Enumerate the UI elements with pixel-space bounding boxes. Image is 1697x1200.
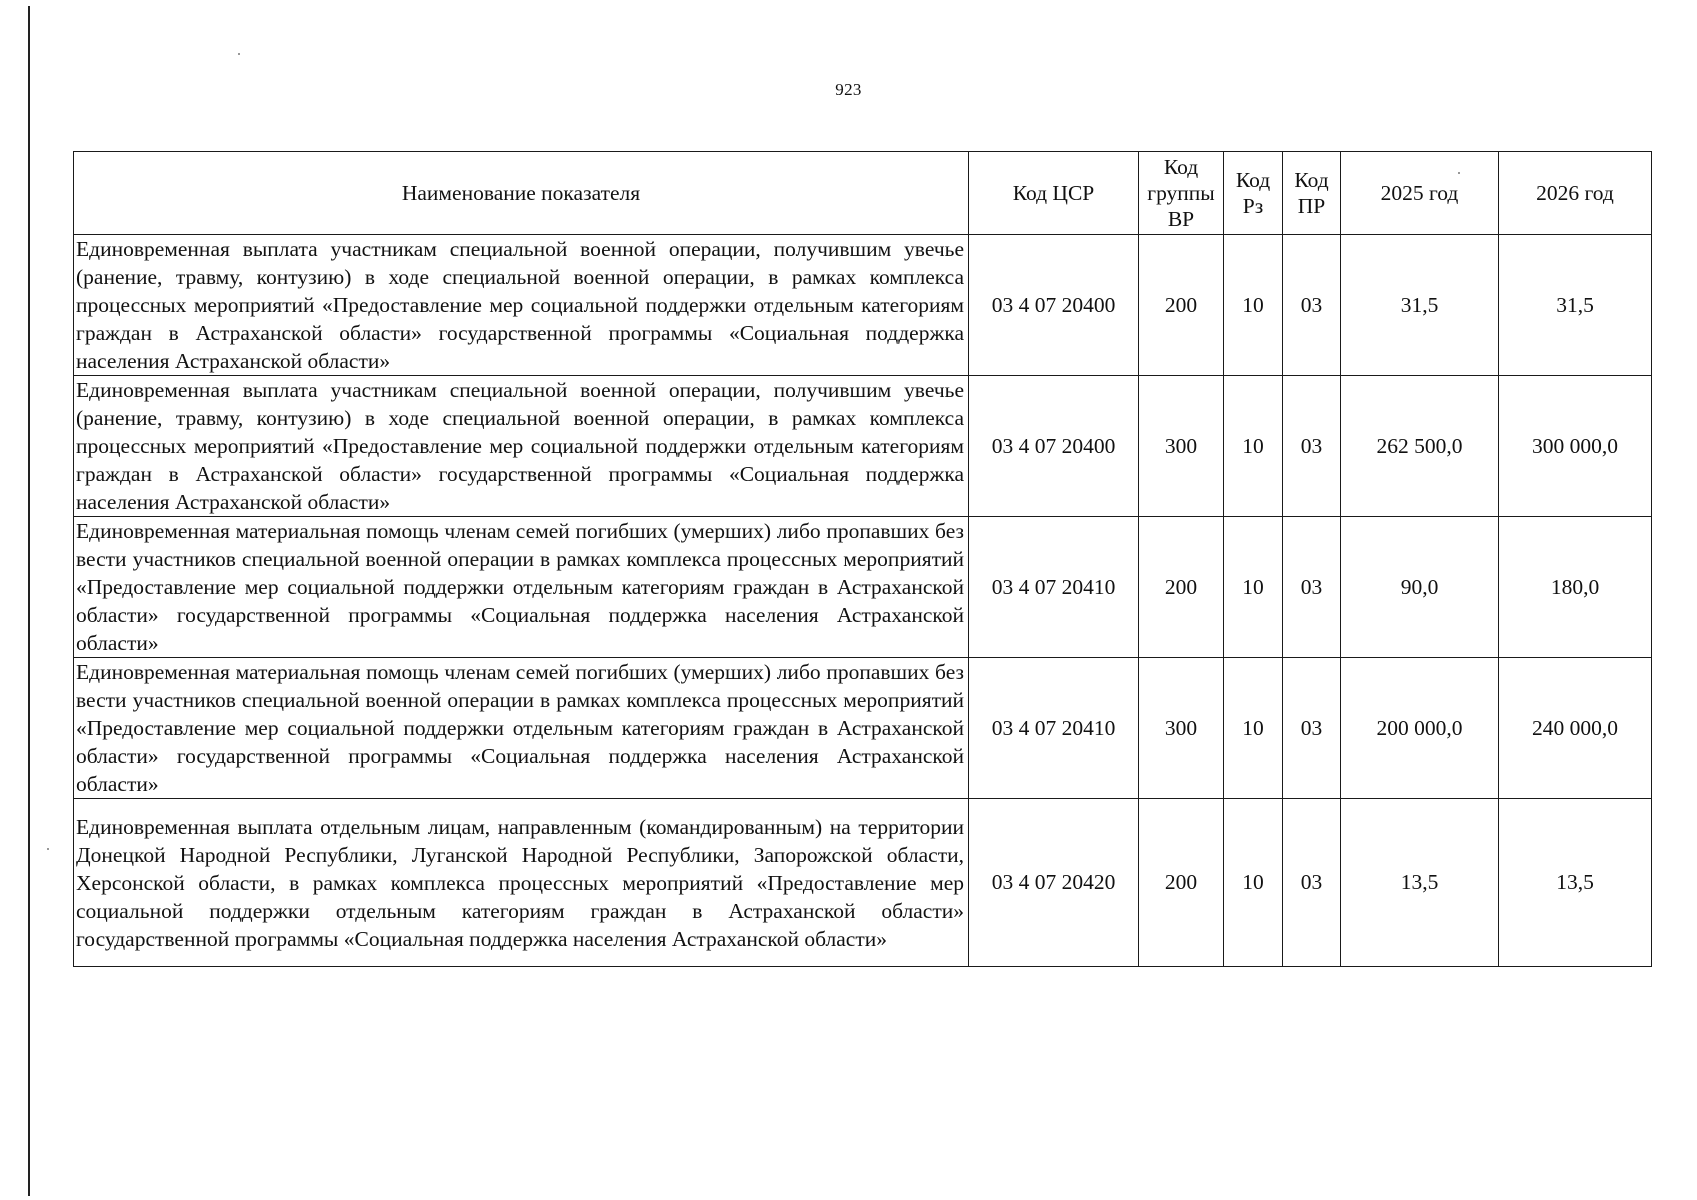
row-pr: 03 bbox=[1283, 376, 1341, 517]
scan-speck bbox=[238, 53, 240, 55]
header-vr bbox=[1139, 152, 1224, 235]
header-vr-line2: группы bbox=[1147, 181, 1215, 205]
row-pr: 03 bbox=[1283, 658, 1341, 799]
row-rz: 10 bbox=[1224, 235, 1283, 376]
row-rz: 10 bbox=[1224, 658, 1283, 799]
row-rz: 10 bbox=[1224, 799, 1283, 967]
header-rz-line1: Код bbox=[1235, 168, 1271, 192]
header-rz-line2: Рз bbox=[1242, 194, 1264, 218]
row-csr: 03 4 07 20410 bbox=[969, 517, 1139, 658]
row-pr: 03 bbox=[1283, 799, 1341, 967]
row-vr: 300 bbox=[1139, 658, 1224, 799]
row-name: Единовременная материальная помощь членам семей погибших (умерших) либо пропавших без вести участников специальной военной операции в рамках комплекса процессных мероприятий «Предоставление мер социальной поддержки отдельным категориям граждан в Астраханской области» государственной программы «Социальная поддержка населения Астраханской области» bbox=[74, 517, 969, 658]
row-csr: 03 4 07 20400 bbox=[969, 376, 1139, 517]
scan-speck bbox=[47, 848, 49, 850]
row-vr: 200 bbox=[1139, 517, 1224, 658]
row-name: Единовременная материальная помощь членам семей погибших (умерших) либо пропавших без вести участников специальной военной операции в рамках комплекса процессных мероприятий «Предоставление мер социальной поддержки отдельным категориям граждан в Астраханской области» государственной программы «Социальная поддержка населения Астраханской области» bbox=[74, 658, 969, 799]
row-name: Единовременная выплата участникам специальной военной операции, получившим увечье (ранение, травму, контузию) в ходе специальной военной операции, в рамках комплекса процессных мероприятий «Предоставление мер социальной поддержки отдельным категориям граждан в Астраханской области» государственной программы «Социальная поддержка населения Астраханской области» bbox=[74, 376, 969, 517]
header-pr bbox=[1283, 152, 1341, 235]
header-vr-line1: Код bbox=[1163, 155, 1199, 179]
row-2026: 240 000,0 bbox=[1499, 658, 1652, 799]
budget-table bbox=[73, 151, 1652, 967]
row-2026: 13,5 bbox=[1499, 799, 1652, 967]
row-name: Единовременная выплата отдельным лицам, направленным (командированным) на территории Донецкой Народной Республики, Луганской Народной Республики, Запорожской области, Херсонской области, в рамках комплекса процессных мероприятий «Предоставление мер социальной поддержки отдельным категориям граждан в Астраханской области» государственной программы «Социальная поддержка населения Астраханской области» bbox=[74, 799, 969, 967]
header-name: Наименование показателя bbox=[74, 152, 969, 235]
row-name: Единовременная выплата участникам специальной военной операции, получившим увечье (ранение, травму, контузию) в ходе специальной военной операции, в рамках комплекса процессных мероприятий «Предоставление мер социальной поддержки отдельным категориям граждан в Астраханской области» государственной программы «Социальная поддержка населения Астраханской области» bbox=[74, 235, 969, 376]
header-pr-line1: Код bbox=[1294, 168, 1329, 192]
row-csr: 03 4 07 20400 bbox=[969, 235, 1139, 376]
row-rz: 10 bbox=[1224, 517, 1283, 658]
row-vr: 200 bbox=[1139, 235, 1224, 376]
row-2026: 31,5 bbox=[1499, 235, 1652, 376]
row-csr: 03 4 07 20410 bbox=[969, 658, 1139, 799]
header-rz bbox=[1224, 152, 1283, 235]
row-2026: 180,0 bbox=[1499, 517, 1652, 658]
row-csr: 03 4 07 20420 bbox=[969, 799, 1139, 967]
header-pr-line2: ПР bbox=[1297, 194, 1326, 218]
row-vr: 300 bbox=[1139, 376, 1224, 517]
binding-margin-line bbox=[28, 6, 30, 1196]
table-row bbox=[74, 658, 1652, 799]
header-csr: Код ЦСР bbox=[969, 152, 1139, 235]
table-row bbox=[74, 235, 1652, 376]
table-row bbox=[74, 799, 1652, 967]
row-2025: 200 000,0 bbox=[1341, 658, 1499, 799]
header-2025: 2025 год bbox=[1341, 152, 1499, 235]
row-2025: 262 500,0 bbox=[1341, 376, 1499, 517]
header-2026: 2026 год bbox=[1499, 152, 1652, 235]
row-vr: 200 bbox=[1139, 799, 1224, 967]
table-row bbox=[74, 376, 1652, 517]
row-2025: 13,5 bbox=[1341, 799, 1499, 967]
row-pr: 03 bbox=[1283, 517, 1341, 658]
row-2026: 300 000,0 bbox=[1499, 376, 1652, 517]
table-row bbox=[74, 517, 1652, 658]
row-2025: 90,0 bbox=[1341, 517, 1499, 658]
page-number: 923 bbox=[835, 80, 862, 99]
header-vr-line3: ВР bbox=[1167, 207, 1195, 231]
row-rz: 10 bbox=[1224, 376, 1283, 517]
table-header-row bbox=[74, 152, 1652, 235]
row-pr: 03 bbox=[1283, 235, 1341, 376]
row-2025: 31,5 bbox=[1341, 235, 1499, 376]
